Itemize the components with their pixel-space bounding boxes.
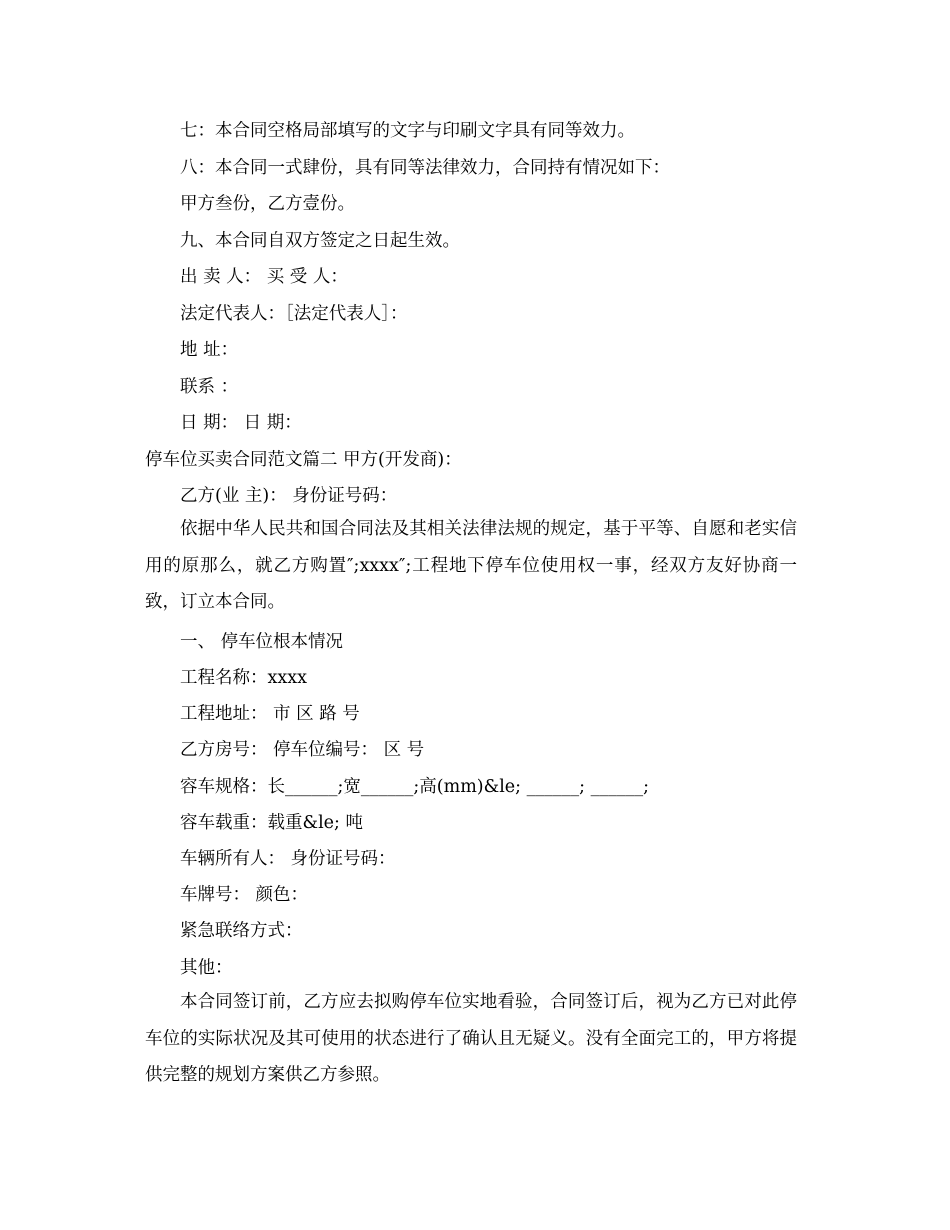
plate-color-line: 车牌号： 颜色： — [180, 885, 309, 905]
project-address-line: 工程地址： 市 区 路 号 — [180, 704, 360, 724]
contact-line: 联系 ： — [180, 377, 239, 397]
date-line: 日 期： 日 期： — [180, 413, 302, 433]
party-b-line: 乙方(业 主)： 身份证号码： — [180, 486, 398, 506]
room-parking-number-line: 乙方房号： 停车位编号： 区 号 — [180, 740, 425, 760]
vehicle-load-line: 容车载重：载重&le; 吨 — [180, 813, 363, 833]
section-one-heading: 一、 停车位根本情况 — [180, 632, 344, 652]
legal-representative-line: 法定代表人：［法定代表人］： — [180, 304, 408, 324]
emergency-contact-line: 紧急联络方式： — [180, 921, 303, 941]
section-title-party-a: 停车位买卖合同范文篇二 甲方(开发商)： — [145, 450, 462, 470]
project-name-line: 工程名称：xxxx — [180, 668, 307, 688]
clause-eight: 八：本合同一式肆份，具有同等法律效力，合同持有情况如下： — [180, 158, 670, 178]
seller-buyer-line: 出 卖 人： 买 受 人： — [180, 267, 348, 287]
other-line: 其他： — [180, 958, 233, 978]
inspection-paragraph: 本合同签订前，乙方应去拟购停车位实地看验，合同签订后，视为乙方已对此停车位的实际状况及其可使用的状态进行了确认且无疑义。没有全面完工的，甲方将提供完整的规划方案供乙方参照。 — [145, 992, 797, 1085]
vehicle-owner-line: 车辆所有人： 身份证号码： — [180, 849, 396, 869]
clause-nine: 九、本合同自双方签定之日起生效。 — [180, 231, 460, 251]
vehicle-size-line: 容车规格：长______;宽______;高(mm)&le; ______; ______; — [180, 777, 649, 797]
copies-distribution: 甲方叁份，乙方壹份。 — [180, 194, 355, 214]
clause-seven: 七：本合同空格局部填写的文字与印刷文字具有同等效力。 — [180, 121, 635, 141]
address-line: 地 址： — [180, 340, 239, 360]
intro-paragraph: 依据中华人民共和国合同法及其相关法律法规的规定，基于平等、自愿和老实信用的原那么，就乙方购置″;xxxx″;工程地下停车位使用权一事，经双方友好协商一致，订立本合同。 — [145, 519, 797, 612]
